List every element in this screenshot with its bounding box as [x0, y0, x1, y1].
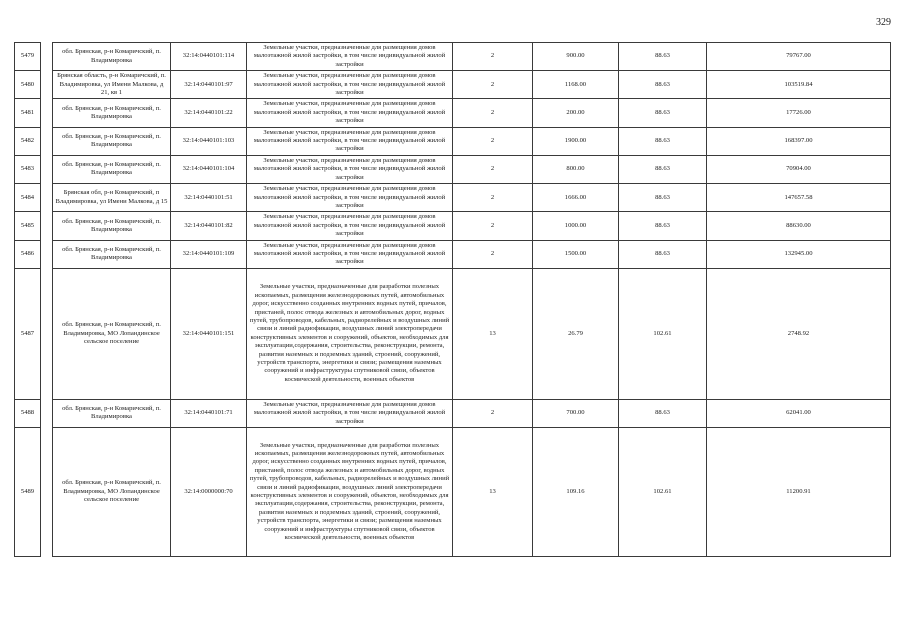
category-code-cell: 2 — [453, 212, 533, 240]
row-number-cell: 5488 — [15, 399, 41, 427]
table-row — [15, 71, 891, 99]
page-number: 329 — [876, 17, 891, 28]
land-use-cell: Земельные участки, предназначенные для разработки полезных ископаемых, размещения железнодорожных путей, автомобильных дорог, искусственно созданных внутренних водных путей, причалов, пристаней, полос отвода железных и автомобильных дорог, водных путей, трубопроводов, кабельных, радиорелейных и воздушных линий связи и линий радиофикации, воздушных линий электропередачи конструктивных элементов и сооружений, объектов, необходимых для эксплуатации,содержания, строительства, реконструкции, ремонта, развития наземных и подземных зданий, строений, сооружений, устройств транспорта, энергетики и связи; размещения наземных сооружений и инфраструктуры спутниковой связи, объектов космической деятельности, военных объектов — [247, 268, 453, 399]
row-number-cell: 5485 — [15, 212, 41, 240]
row-number-cell: 5480 — [15, 71, 41, 99]
table-row — [15, 240, 891, 268]
cadastral-number-cell: 32:14:0000000:70 — [171, 427, 247, 556]
area-cell: 1168.00 — [533, 71, 619, 99]
cadastral-number-cell: 32:14:0440101:22 — [171, 99, 247, 127]
address-cell: обл. Брянская, р-н Комаричский, п. Владимировка — [53, 127, 171, 155]
cadastral-value-cell: 79767.00 — [707, 43, 891, 71]
land-use-cell: Земельные участки, предназначенные для размещения домов малоэтажной жилой застройки, в том числе индивидуальной жилой застройки — [247, 127, 453, 155]
category-code-cell: 2 — [453, 71, 533, 99]
table-row — [15, 155, 891, 183]
address-cell: обл. Брянская, р-н Комаричский, п. Владимировка, МО Лопандинское сельское поселение — [53, 427, 171, 556]
specific-value-cell: 88.63 — [619, 184, 707, 212]
cadastral-value-cell: 17726.00 — [707, 99, 891, 127]
cadastral-value-table — [14, 42, 891, 557]
cadastral-value-cell: 147657.58 — [707, 184, 891, 212]
land-use-cell: Земельные участки, предназначенные для размещения домов малоэтажной жилой застройки, в том числе индивидуальной жилой застройки — [247, 71, 453, 99]
area-cell: 1900.00 — [533, 127, 619, 155]
category-code-cell: 2 — [453, 155, 533, 183]
row-number-cell: 5479 — [15, 43, 41, 71]
table-row — [15, 399, 891, 427]
row-number-cell: 5487 — [15, 268, 41, 399]
category-code-cell: 2 — [453, 127, 533, 155]
category-code-cell: 13 — [453, 427, 533, 556]
cadastral-value-cell: 70904.00 — [707, 155, 891, 183]
table-body — [15, 43, 891, 557]
area-cell: 1500.00 — [533, 240, 619, 268]
land-use-cell: Земельные участки, предназначенные для размещения домов малоэтажной жилой застройки, в том числе индивидуальной жилой застройки — [247, 155, 453, 183]
row-number-cell: 5481 — [15, 99, 41, 127]
land-use-cell: Земельные участки, предназначенные для размещения домов малоэтажной жилой застройки, в том числе индивидуальной жилой застройки — [247, 99, 453, 127]
address-cell: обл. Брянская, р-н Комаричский, п. Владимировка — [53, 399, 171, 427]
cadastral-value-cell: 132945.00 — [707, 240, 891, 268]
category-code-cell: 2 — [453, 240, 533, 268]
row-number-cell: 5482 — [15, 127, 41, 155]
address-cell: Брянская область, р-н Комаричский, п. Владимировка, ул Имени Малкова, д 21, кв 1 — [53, 71, 171, 99]
cadastral-number-cell: 32:14:0440101:51 — [171, 184, 247, 212]
table-row — [15, 184, 891, 212]
land-use-cell: Земельные участки, предназначенные для размещения домов малоэтажной жилой застройки, в том числе индивидуальной жилой застройки — [247, 212, 453, 240]
land-use-cell: Земельные участки, предназначенные для размещения домов малоэтажной жилой застройки, в том числе индивидуальной жилой застройки — [247, 399, 453, 427]
land-use-cell: Земельные участки, предназначенные для размещения домов малоэтажной жилой застройки, в том числе индивидуальной жилой застройки — [247, 184, 453, 212]
address-cell: Брянская обл, р-н Комаричский, п Владимировка, ул Имени Малкова, д 15 — [53, 184, 171, 212]
table-row — [15, 127, 891, 155]
gap-cell — [41, 155, 53, 183]
cadastral-number-cell: 32:14:0440101:82 — [171, 212, 247, 240]
address-cell: обл. Брянская, р-н Комаричский, п. Владимировка — [53, 240, 171, 268]
specific-value-cell: 88.63 — [619, 71, 707, 99]
cadastral-value-cell: 168397.00 — [707, 127, 891, 155]
category-code-cell: 13 — [453, 268, 533, 399]
cadastral-value-cell: 103519.84 — [707, 71, 891, 99]
cadastral-number-cell: 32:14:0440101:103 — [171, 127, 247, 155]
table-row — [15, 427, 891, 556]
gap-cell — [41, 212, 53, 240]
gap-cell — [41, 127, 53, 155]
area-cell: 1000.00 — [533, 212, 619, 240]
specific-value-cell: 88.63 — [619, 99, 707, 127]
table-row — [15, 43, 891, 71]
cadastral-number-cell: 32:14:0440101:109 — [171, 240, 247, 268]
gap-cell — [41, 268, 53, 399]
cadastral-number-cell: 32:14:0440101:104 — [171, 155, 247, 183]
specific-value-cell: 88.63 — [619, 399, 707, 427]
row-number-cell: 5483 — [15, 155, 41, 183]
category-code-cell: 2 — [453, 43, 533, 71]
category-code-cell: 2 — [453, 99, 533, 127]
area-cell: 700.00 — [533, 399, 619, 427]
specific-value-cell: 102.61 — [619, 268, 707, 399]
specific-value-cell: 88.63 — [619, 127, 707, 155]
gap-cell — [41, 99, 53, 127]
table-row — [15, 268, 891, 399]
address-cell: обл. Брянская, р-н Комаричский, п. Владимировка, МО Лопандинское сельское поселение — [53, 268, 171, 399]
gap-cell — [41, 427, 53, 556]
cadastral-value-cell: 88630.00 — [707, 212, 891, 240]
row-number-cell: 5484 — [15, 184, 41, 212]
area-cell: 800.00 — [533, 155, 619, 183]
category-code-cell: 2 — [453, 399, 533, 427]
area-cell: 1666.00 — [533, 184, 619, 212]
specific-value-cell: 88.63 — [619, 240, 707, 268]
gap-cell — [41, 399, 53, 427]
address-cell: обл. Брянская, р-н Комаричский, п. Владимировка — [53, 99, 171, 127]
cadastral-number-cell: 32:14:0440101:71 — [171, 399, 247, 427]
specific-value-cell: 88.63 — [619, 43, 707, 71]
cadastral-value-cell: 2748.92 — [707, 268, 891, 399]
category-code-cell: 2 — [453, 184, 533, 212]
land-use-cell: Земельные участки, предназначенные для размещения домов малоэтажной жилой застройки, в том числе индивидуальной жилой застройки — [247, 43, 453, 71]
gap-cell — [41, 184, 53, 212]
row-number-cell: 5489 — [15, 427, 41, 556]
cadastral-number-cell: 32:14:0440101:114 — [171, 43, 247, 71]
row-number-cell: 5486 — [15, 240, 41, 268]
specific-value-cell: 102.61 — [619, 427, 707, 556]
area-cell: 26.79 — [533, 268, 619, 399]
address-cell: обл. Брянская, р-н Комаричский, п. Владимировка — [53, 43, 171, 71]
table-row — [15, 99, 891, 127]
cadastral-number-cell: 32:14:0440101:151 — [171, 268, 247, 399]
gap-cell — [41, 71, 53, 99]
cadastral-number-cell: 32:14:0440101:97 — [171, 71, 247, 99]
area-cell: 900.00 — [533, 43, 619, 71]
cadastral-value-cell: 62041.00 — [707, 399, 891, 427]
land-use-cell: Земельные участки, предназначенные для размещения домов малоэтажной жилой застройки, в том числе индивидуальной жилой застройки — [247, 240, 453, 268]
area-cell: 109.16 — [533, 427, 619, 556]
specific-value-cell: 88.63 — [619, 155, 707, 183]
gap-cell — [41, 43, 53, 71]
land-use-cell: Земельные участки, предназначенные для разработки полезных ископаемых, размещения железнодорожных путей, автомобильных дорог, искусственно созданных внутренних водных путей, причалов, пристаней, полос отвода железных и автомобильных дорог, водных путей, трубопроводов, кабельных, радиорелейных и воздушных линий связи и линий радиофикации, воздушных линий электропередачи конструктивных элементов и сооружений, объектов, необходимых для эксплуатации,содержания, строительства, реконструкции, ремонта, развития наземных и подземных зданий, строений, сооружений, устройств транспорта, энергетики и связи; размещения наземных сооружений и инфраструктуры спутниковой связи, объектов космической деятельности, военных объектов — [247, 427, 453, 556]
area-cell: 200.00 — [533, 99, 619, 127]
address-cell: обл. Брянская, р-н Комаричский, п. Владимировка — [53, 155, 171, 183]
specific-value-cell: 88.63 — [619, 212, 707, 240]
gap-cell — [41, 240, 53, 268]
table-row — [15, 212, 891, 240]
address-cell: обл. Брянская, р-н Комаричский, п. Владимировка — [53, 212, 171, 240]
cadastral-value-cell: 11200.91 — [707, 427, 891, 556]
